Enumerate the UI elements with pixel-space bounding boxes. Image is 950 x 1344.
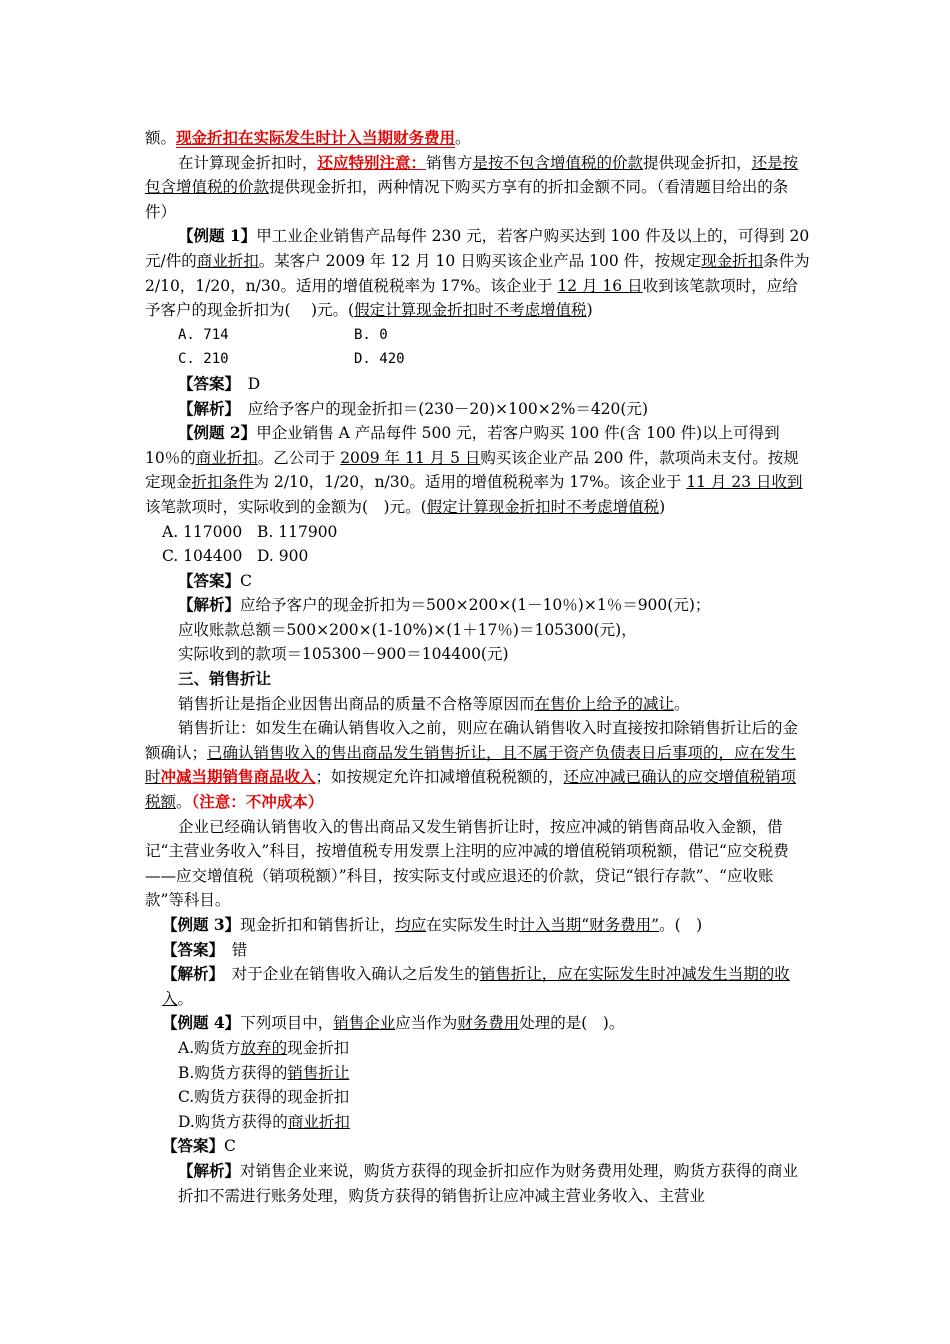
text: 企业已经确认销售收入的售出商品又发生销售折让时，按应冲减的销售商品收入金额，借记“主营业务收入”科目，按增值税专用发票上注明的应冲减的增值税销项税额，借记“应交税费——应交增值税（销项税额）”科目，按实际支付或应退还的价款，贷记“银行存款”、“应收账款”等科目。	[145, 817, 789, 910]
underlined-text: 假定计算现金折扣时不考虑增值税	[354, 301, 587, 320]
underlined-text: 现金折扣	[701, 251, 764, 270]
underlined-text: 还应冲减已确认的应交增值税销项税额	[145, 768, 797, 812]
explanation-text: 应收账款总额＝500×200×(1-10%)×(1＋17％)＝105300(元)，	[178, 620, 637, 639]
explanation-tag: 【解析】	[178, 595, 241, 615]
answer-tag: 【答案】	[178, 570, 241, 590]
paragraph-accounting-entry	[145, 815, 810, 913]
text: 在实际发生时	[426, 916, 520, 934]
example-tag: 【例题 1】	[178, 226, 257, 246]
document-page	[145, 126, 810, 1208]
example-tag: 【例题 4】	[162, 1013, 241, 1033]
paragraph-cash-discount-end	[145, 126, 810, 151]
example-1-options-row-2	[145, 347, 810, 372]
explanation-tag: 【解析】	[162, 964, 217, 984]
underlined-text: 2009 年 11 月 5 日	[340, 448, 481, 467]
example-tag: 【例题 2】	[178, 423, 257, 443]
example-1-options-row-1	[145, 323, 810, 348]
answer-value: C	[240, 571, 252, 590]
text: 。某客户 2009 年 12 月 10 日购买该企业产品 100 件，按规定	[258, 251, 702, 270]
text: 应当作为	[395, 1014, 458, 1033]
explanation-tag: 【解析】	[178, 1160, 241, 1180]
example-1-question	[145, 224, 810, 322]
text: 。	[455, 129, 471, 147]
underlined-text: 财务费用	[457, 1014, 520, 1033]
example-2-options-row-2	[145, 544, 810, 569]
explanation-text: 应给予客户的现金折扣＝(230－20)×100×2%＝420(元)	[232, 399, 648, 418]
text: 处理的是( )。	[519, 1014, 625, 1033]
paragraph-vat-note	[145, 151, 810, 225]
answer-value: C	[224, 1137, 236, 1156]
example-4-option-a	[145, 1036, 810, 1061]
example-4-question	[145, 1011, 810, 1036]
example-1-answer	[145, 372, 810, 397]
text: 。乙公司于	[257, 448, 341, 467]
text: 甲企业销售 A 产品每件 500 元，若客户购买 100 件(含 100 件)以上可得到 10％的	[145, 424, 780, 467]
option-c: C. 210	[178, 351, 229, 368]
example-2-explanation	[145, 593, 810, 618]
explanation-text: 实际收到的款项＝105300－900＝104400(元)	[178, 645, 509, 664]
text: 现金折扣和销售折让，	[240, 916, 396, 934]
example-4-option-b	[145, 1061, 810, 1086]
text: 销售折让是指企业因售出商品的质量不合格等原因而	[178, 694, 535, 713]
example-4-option-d	[145, 1110, 810, 1135]
section-heading: 三、销售折让	[178, 669, 272, 689]
example-4-explanation	[145, 1159, 810, 1208]
option-b: B. 0	[354, 326, 388, 343]
highlight-text: 冲减当期销售商品收入	[160, 767, 316, 787]
option-a: A. 117000	[162, 522, 243, 541]
text: 在计算现金折扣时，	[178, 153, 318, 172]
explanation-text: 应给予客户的现金折扣为＝500×200×(1－10％)×1％＝900(元)；	[240, 596, 711, 615]
answer-tag: 【答案】	[178, 373, 233, 393]
option-b: B. 117900	[257, 522, 338, 541]
text: 甲工业企业销售产品每件 230 元，若客户购买达到 100 件及以上的，可得到 20 元/件的	[145, 227, 810, 270]
underlined-text: 11 月 23 日收到	[686, 473, 803, 492]
text: 销售折让：如发生在确认销售收入之前，则应在确认销售收入时直接按扣除销售折让后的金额确认；	[145, 719, 799, 762]
answer-value: 错	[216, 940, 248, 959]
text: 。	[177, 989, 194, 1008]
underlined-text: 计入当期“财务费用”	[519, 916, 660, 934]
example-3-question	[145, 913, 810, 938]
underlined-text: 放弃的	[240, 1038, 288, 1057]
option-c: C. 104400	[162, 547, 243, 566]
text: 。( )	[659, 916, 703, 934]
example-1-explanation	[145, 397, 810, 422]
example-2-question	[145, 421, 810, 519]
option-d: D. 900	[257, 547, 309, 566]
example-2-explanation-line-3	[145, 642, 810, 667]
text: D.购货方获得的	[178, 1112, 288, 1131]
option-d: D. 420	[354, 351, 405, 368]
answer-tag: 【答案】	[162, 1136, 225, 1156]
text: 提供现金折扣，	[643, 153, 752, 172]
explanation-text: 对销售企业来说，购货方获得的现金折扣应作为财务费用处理，购货方获得的商业折扣不需进行账务处理，购货方获得的销售折让应冲减主营业务收入、主营业	[178, 1161, 799, 1205]
answer-tag: 【答案】	[162, 939, 217, 959]
underlined-text: 已确认销售收入的售出商品发生销售折让，且不属于资产负债表日后事项的，应在发生时	[145, 743, 797, 787]
text: 现金折扣	[287, 1038, 350, 1057]
example-4-option-c	[145, 1085, 810, 1110]
example-tag: 【例题 3】	[162, 915, 241, 934]
text: 对于企业在销售收入确认之后发生的	[216, 965, 480, 984]
paragraph-sales-allowance-rule	[145, 716, 810, 814]
text: ；如按规定允许扣减增值税税额的，	[315, 768, 564, 787]
text: B.购货方获得的	[178, 1063, 288, 1082]
text: 提供现金折扣，两种情况下购买方享有的折扣金额不同。（看清题目给出的条件）	[145, 178, 789, 221]
explanation-tag: 【解析】	[178, 398, 233, 418]
text: 销售方	[426, 153, 473, 172]
underlined-text: 是按不包含增值税的价款	[472, 153, 644, 172]
underlined-text: 商业折扣	[195, 448, 258, 467]
text: 。	[176, 793, 192, 812]
highlight-text: 现金折扣在实际发生时计入当期财务费用	[176, 128, 456, 147]
paragraph-sales-allowance-definition	[145, 692, 810, 717]
text: 为 2/10，1/20，n/30。适用的增值税税率为 17%。该企业于	[253, 473, 687, 492]
underlined-text: 销售企业	[333, 1014, 396, 1033]
underlined-text: 商业折扣	[287, 1112, 350, 1131]
underlined-text: 假定计算现金折扣时不考虑增值税	[426, 497, 660, 516]
text: )	[659, 497, 666, 516]
text: 额。	[145, 129, 177, 147]
example-3-explanation	[145, 962, 810, 1011]
example-2-explanation-line-2	[145, 618, 810, 643]
text: )	[586, 301, 593, 320]
underlined-text: 均应	[395, 916, 427, 934]
underlined-text: 销售折让	[287, 1063, 350, 1082]
answer-value: D	[232, 374, 261, 393]
example-2-options-row-1	[145, 520, 810, 545]
text: 。	[674, 694, 690, 713]
text: A.购货方	[178, 1038, 241, 1057]
example-2-answer	[145, 569, 810, 594]
text: 下列项目中，	[240, 1014, 334, 1033]
example-3-answer	[145, 938, 810, 963]
underlined-text: 销售折让，应在实际发生时冲减发生当期的收入	[162, 965, 790, 1008]
underlined-text: 在售价上给予的减让	[534, 694, 675, 713]
text: 条件为 2/10，1/20，n/30。适用的增值税税率为 17%。该企业于	[145, 251, 810, 295]
underlined-text: 还是按包含增值税的价款	[145, 153, 799, 197]
text: 购买该企业产品 200 件，款项尚未支付。按规定现金	[145, 448, 799, 492]
underlined-text: 商业折扣	[196, 251, 259, 270]
example-4-answer	[145, 1134, 810, 1159]
highlight-note: （注意：不冲成本）	[191, 792, 324, 812]
underlined-text: 12 月 16 日	[557, 276, 643, 295]
text: C.购货方获得的现金折扣	[178, 1088, 350, 1107]
option-a: A. 714	[178, 326, 229, 343]
highlight-text: 还应特别注意：	[317, 152, 427, 172]
underlined-text: 折扣条件	[191, 473, 254, 492]
text: 收到该笔款项时，应给予客户的现金折扣为( )元。(	[145, 276, 798, 320]
text: 该笔款项时，实际收到的金额为( )元。(	[145, 497, 427, 516]
